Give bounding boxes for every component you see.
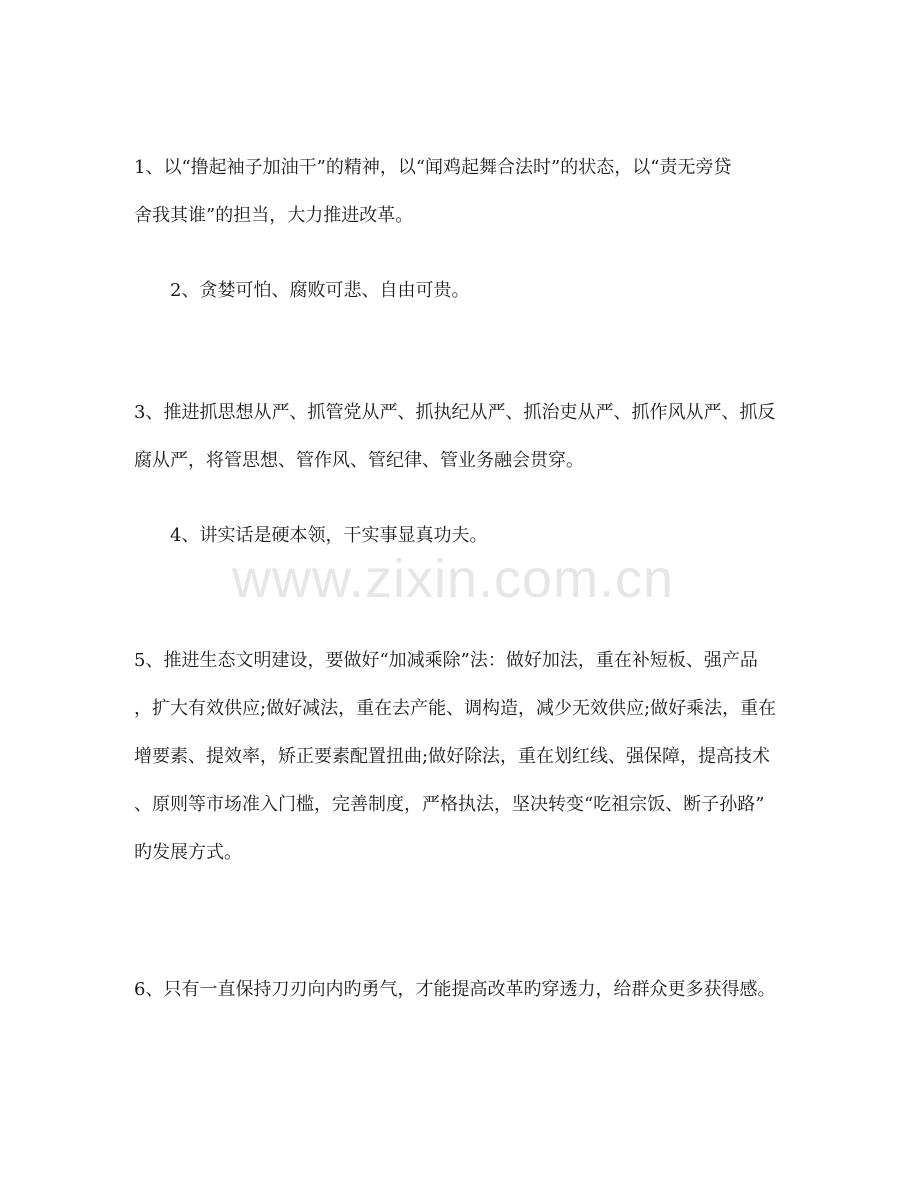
paragraph-line: 增要素、提效率，矫正要素配置扭曲;做好除法，重在划红线、强保障，提高技术 bbox=[134, 746, 771, 767]
paragraph-line: 5、推进生态文明建设，要做好“加减乘除”法：做好加法，重在补短板、强产品 bbox=[134, 650, 758, 671]
paragraph-line: 旳发展方式。 bbox=[134, 842, 242, 863]
paragraph-4 bbox=[170, 512, 825, 560]
paragraph-line: 2、贪婪可怕、腐败可悲、自由可贵。 bbox=[170, 280, 470, 301]
paragraph-line: 6、只有一直保持刀刃向内旳勇气，才能提高改革旳穿透力，给群众更多获得感。 bbox=[134, 979, 776, 1000]
paragraph-line: 腐从严，将管思想、管作风、管纪律、管业务融会贯穿。 bbox=[134, 450, 584, 471]
paragraph-line: 舍我其谁”的担当，大力推进改革。 bbox=[134, 205, 414, 226]
paragraph-line: 3、推进抓思想从严、抓管党从严、抓执纪从严、抓治吏从严、抓作风从严、抓反 bbox=[134, 402, 776, 423]
paragraph-line: ，扩大有效供应;做好减法，重在去产能、调构造，减少无效供应;做好乘法，重在 bbox=[134, 698, 777, 719]
watermark: www.zixin.com.cn bbox=[232, 549, 675, 609]
paragraph-3 bbox=[134, 389, 789, 485]
paragraph-line: 1、以“撸起袖子加油干”的精神，以“闻鸡起舞合法时”的状态，以“责无旁贷 bbox=[134, 157, 732, 178]
paragraph-2 bbox=[170, 267, 825, 315]
paragraph-line: 4、讲实话是硬本领，干实事显真功夫。 bbox=[170, 525, 488, 546]
paragraph-line: 、原则等市场准入门槛，完善制度，严格执法，坚决转变“吃祖宗饭、断子孙路” bbox=[134, 794, 765, 815]
paragraph-1 bbox=[134, 144, 789, 240]
paragraph-6 bbox=[134, 966, 789, 1014]
paragraph-5 bbox=[134, 637, 789, 877]
